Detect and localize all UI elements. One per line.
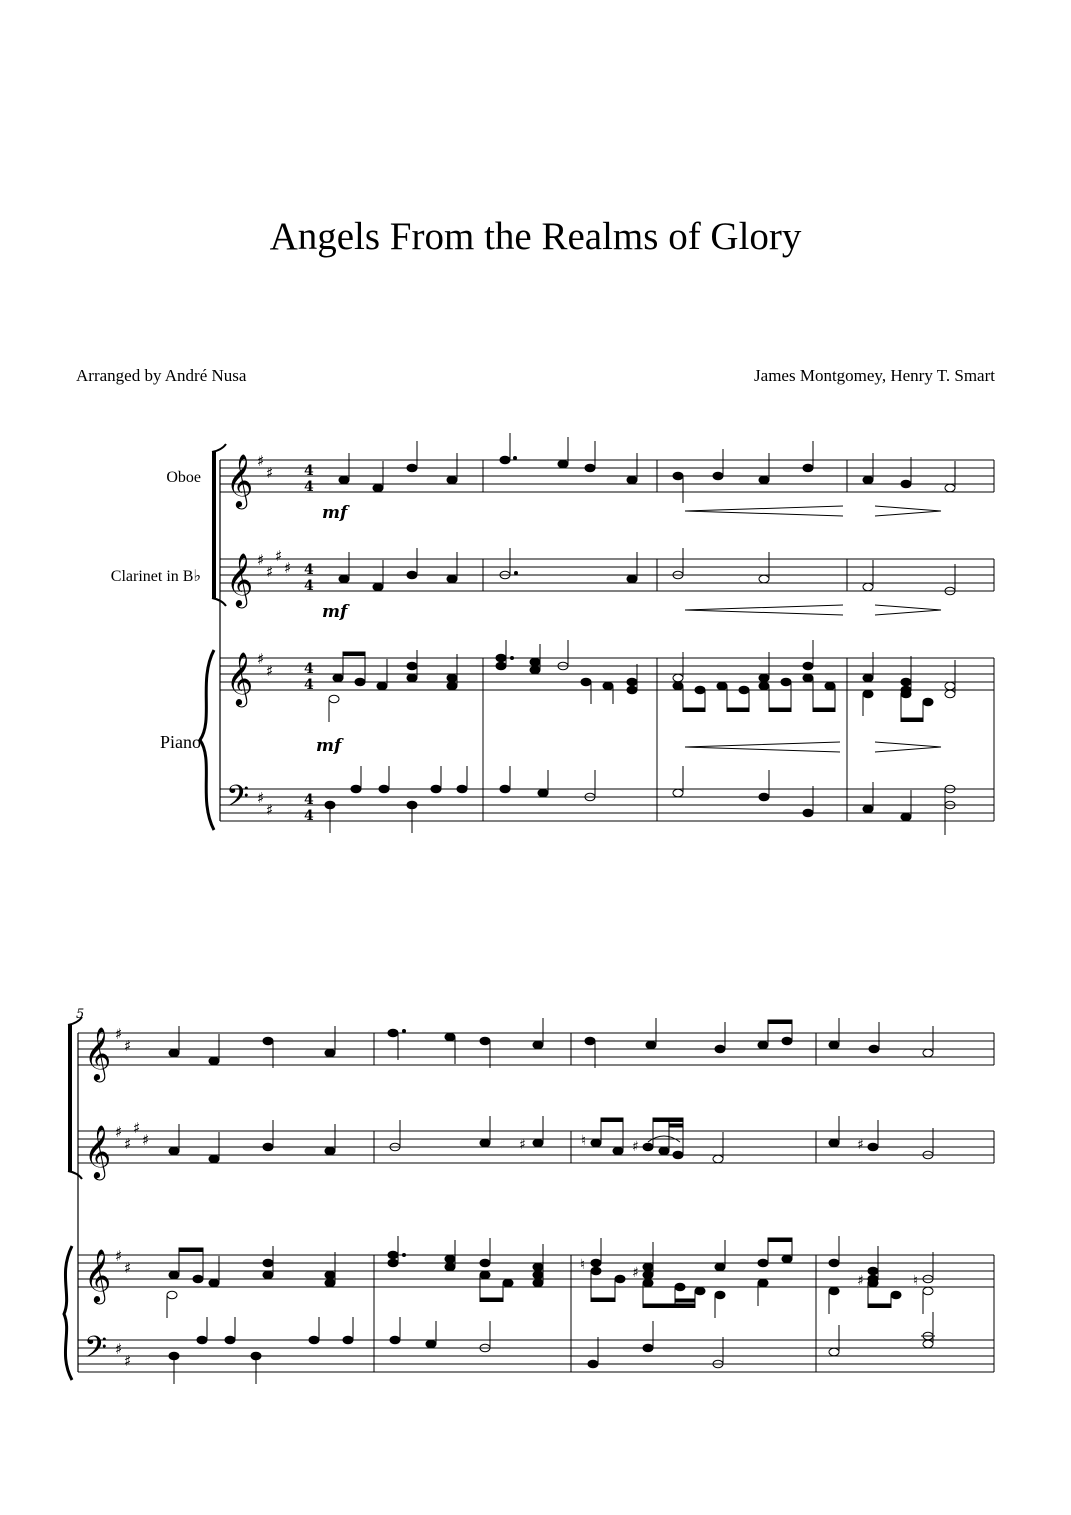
svg-text:♯: ♯ [266,464,274,482]
svg-text:♯: ♯ [284,559,292,577]
composer-credit: James Montgomey, Henry T. Smart [754,366,995,385]
svg-text:♯: ♯ [124,1259,132,1277]
system-1 [0,430,1071,860]
svg-text:♯: ♯ [257,452,265,470]
svg-text:4: 4 [304,463,314,479]
svg-text:♯: ♯ [124,1135,132,1153]
svg-text:4: 4 [304,578,314,594]
oboe-notes [169,1018,933,1068]
clarinet-notes [339,548,955,595]
clarinet-label: Clarinet in B♭ [110,568,201,585]
natural-icon: ♮ [580,1257,586,1273]
svg-text:♯: ♯ [124,1037,132,1055]
arranger-credit: Arranged by André Nusa [76,366,247,385]
barlines [78,1033,994,1372]
svg-text:♯: ♯ [257,789,265,807]
treble-clef-icon: 𝄞 [84,1026,112,1080]
dynamic-mf: mf [322,503,348,523]
svg-text:♯: ♯ [115,1025,123,1043]
dynamic-mf: mf [322,602,348,622]
key-signature [115,1025,149,1370]
treble-clef-icon: 𝄞 [226,552,254,606]
svg-text:♯: ♯ [266,801,274,819]
natural-icon: ♮ [913,1273,919,1289]
treble-clef-icon: 𝄞 [226,651,254,705]
sharp-icon: ♯ [857,1273,864,1289]
svg-text:4: 4 [304,808,314,824]
svg-text:♯: ♯ [257,551,265,569]
treble-clef-icon: 𝄞 [84,1248,112,1302]
bass-clef-icon: 𝄢 [226,780,250,821]
key-signature [257,452,291,819]
svg-text:♯: ♯ [275,547,283,565]
sharp-icon: ♯ [857,1137,864,1153]
staff-lines [78,1033,994,1372]
system-2 [0,1000,1071,1400]
svg-text:4: 4 [304,661,314,677]
oboe-label: Oboe [166,469,201,486]
natural-icon: ♮ [581,1133,587,1149]
svg-text:♯: ♯ [124,1352,132,1370]
svg-text:4: 4 [304,677,314,693]
dynamic-mf: mf [316,736,342,756]
svg-text:♯: ♯ [115,1247,123,1265]
treble-clef-icon: 𝄞 [226,453,254,507]
sharp-icon: ♯ [632,1265,639,1281]
sharp-icon: ♯ [519,1137,526,1153]
piano-rh-notes [329,640,955,722]
svg-text:4: 4 [304,562,314,578]
treble-clef-icon: 𝄞 [84,1124,112,1178]
piano-rh-notes [167,1236,933,1318]
svg-text:♯: ♯ [257,650,265,668]
sharp-icon: ♯ [632,1139,639,1155]
hairpins [685,506,941,752]
svg-text:♯: ♯ [142,1131,150,1149]
piano-label: Piano [159,732,201,752]
bass-clef-icon: 𝄢 [84,1331,108,1372]
svg-text:♯: ♯ [115,1123,123,1141]
svg-text:4: 4 [304,792,314,808]
piano-brace [64,1246,72,1380]
svg-text:4: 4 [304,479,314,495]
time-signature [304,463,314,824]
piano-brace [200,650,214,830]
measure-number: 5 [76,1007,85,1022]
svg-text:♯: ♯ [115,1340,123,1358]
svg-text:♯: ♯ [266,662,274,680]
svg-text:♯: ♯ [266,563,274,581]
svg-text:♯: ♯ [133,1119,141,1137]
piano-lh-notes [325,766,955,835]
score-title: Angels From the Realms of Glory [269,215,802,258]
